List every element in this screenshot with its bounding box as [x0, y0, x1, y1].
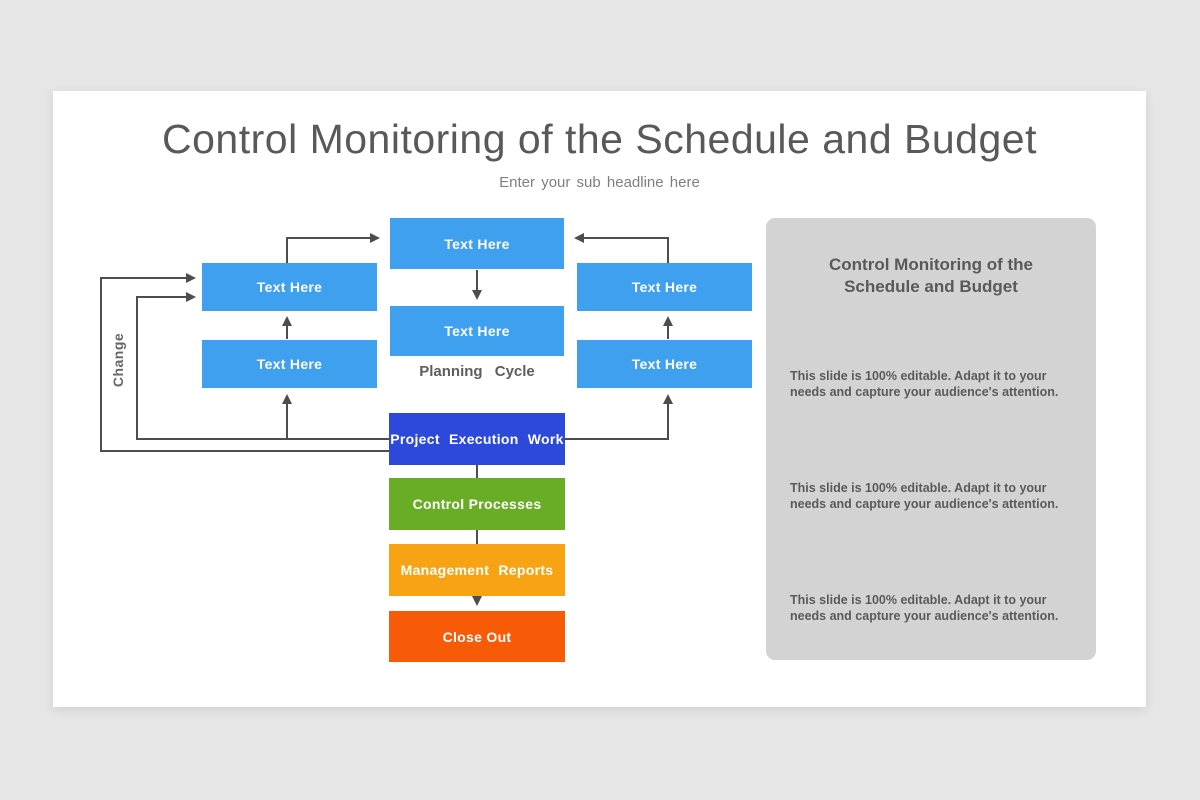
flow-box-control-processes [389, 478, 565, 530]
flow-box-label: Text Here [631, 279, 698, 295]
flow-box-label: Project Execution Work [390, 431, 564, 447]
flow-box-center-top [390, 218, 564, 269]
slide-subtitle: Enter your sub headline here [499, 174, 700, 191]
flow-box-close-out [389, 611, 565, 662]
description-panel [766, 218, 1096, 660]
description-panel-title: Control Monitoring of the Schedule and Budget [829, 255, 1033, 296]
flow-box-center-mid [390, 306, 564, 356]
description-paragraph: This slide is 100% editable. Adapt it to your needs and capture your audience's attention. [790, 593, 1059, 623]
description-paragraph: This slide is 100% editable. Adapt it to your needs and capture your audience's attention. [790, 481, 1059, 511]
flow-box-label: Text Here [444, 235, 510, 252]
flow-box-label: Text Here [444, 323, 510, 339]
planning-cycle-label: Planning Cycle [419, 363, 535, 380]
flow-box-label: Text Here [256, 279, 323, 295]
flow-box-right-top [577, 263, 752, 311]
flow-box-management-reports [389, 544, 565, 596]
slide-title: Control Monitoring of the Schedule and Budget [162, 116, 1037, 162]
flow-box-label: Text Here [631, 356, 698, 372]
change-label: Change [110, 332, 126, 388]
flow-box-right-bottom [577, 340, 752, 388]
flow-box-label: Management Reports [400, 562, 554, 578]
flow-box-project-execution-work [389, 413, 565, 465]
flow-box-label: Control Processes [412, 496, 542, 512]
flow-box-left-top [202, 263, 377, 311]
flow-box-label: Close Out [442, 628, 512, 645]
flow-box-label: Text Here [256, 356, 323, 372]
description-paragraph: This slide is 100% editable. Adapt it to your needs and capture your audience's attention. [790, 369, 1059, 399]
flow-box-left-bottom [202, 340, 377, 388]
